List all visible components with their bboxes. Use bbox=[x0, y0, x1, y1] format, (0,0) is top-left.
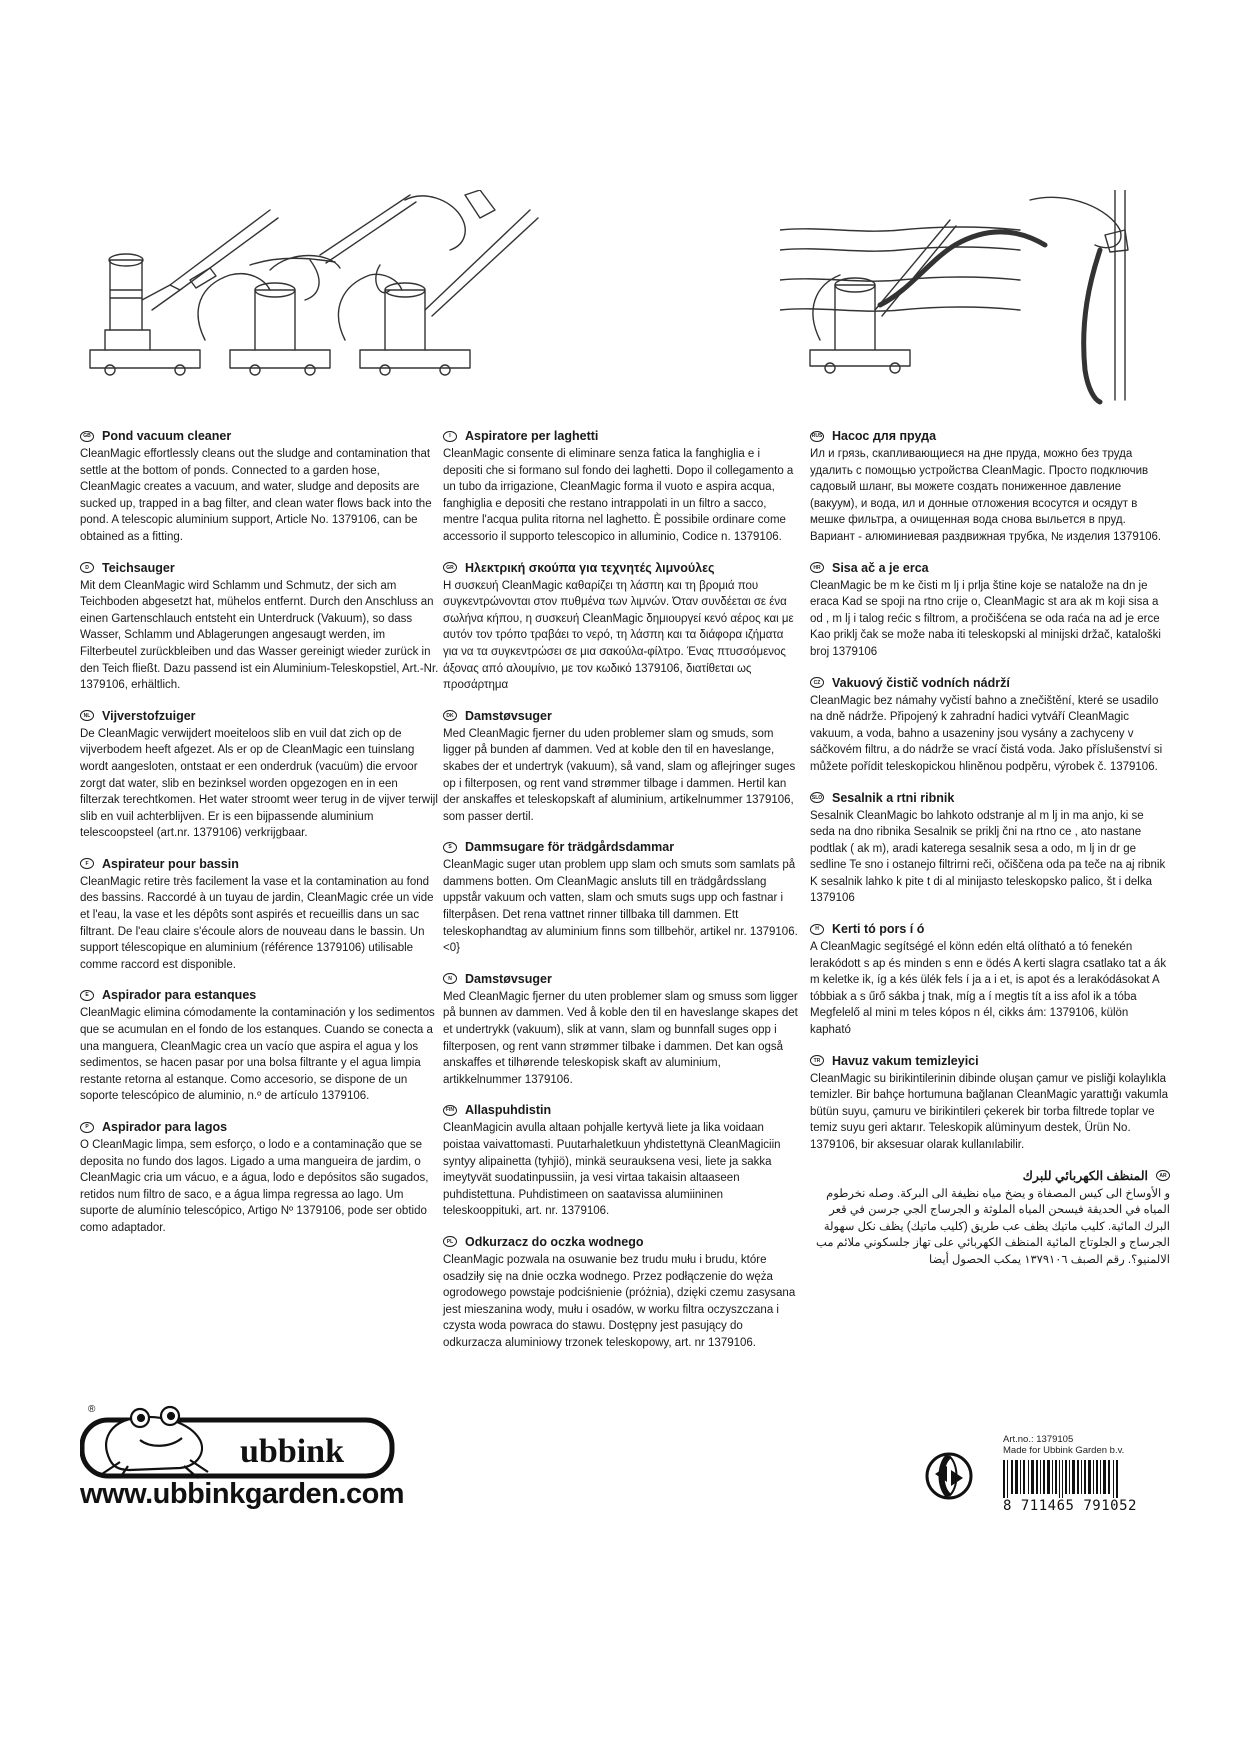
website-link[interactable]: www.ubbinkgarden.com bbox=[80, 1478, 405, 1510]
section-title: Aspirador para lagos bbox=[102, 1120, 228, 1134]
section-title: Havuz vakum temizleyici bbox=[832, 1053, 979, 1068]
country-code-badge: D bbox=[80, 562, 94, 573]
section-body: CleanMagic suger utan problem upp slam och smuts som samlats på dammens botten. Om CleanMagic ansluts till en trädgårdsslang uppstår vakuum och vatten, slam och smuts sugs upp och fastnar i filterpåsen. Det rena vattnet rinner tillbaka till dammen. Ett teleskophandtag av aluminium finns som tillbehör, artikel nr. 1379106.<0} bbox=[443, 859, 798, 955]
section-body: CleanMagic bez námahy vyčistí bahno a znečištění, které se usadilo na dně nádrže. Připojený k zahradní hadici vytváří CleanMagic vakuum, a voda, bahno a usazeniny jsou vysány a zachyceny v sáčkovém filtru, a do nádrže se vrací čistá voda. Jako příslušenství si můžete pořídit teleskopickou hliněnou podpěru, výrobek č. 1379106. bbox=[810, 694, 1163, 773]
country-code-badge: I bbox=[443, 431, 457, 442]
section-ar bbox=[810, 1168, 1170, 1269]
section-gb bbox=[80, 428, 440, 546]
usage-illustration-left bbox=[80, 190, 550, 405]
article-info bbox=[1003, 1434, 1124, 1456]
section-title: Vakuový čistič vodních nádrží bbox=[832, 675, 1010, 690]
country-code-badge: N bbox=[443, 973, 457, 984]
section-title: Kerti tó pors í ó bbox=[832, 922, 925, 937]
section-pl bbox=[443, 1234, 800, 1352]
section-title: Sesalnik a rtni ribnik bbox=[832, 790, 955, 805]
section-d bbox=[80, 560, 440, 694]
country-code-badge: SLO bbox=[810, 792, 824, 803]
section-title: Damstøvsuger bbox=[465, 971, 552, 986]
section-body: و الأوساخ الى كيس المصفاة و يضخ مياه نظيفة الى البركة. وصله نخرطوم المياه في الحديقة فيسحن المياه الملوثة و الجرساج الجي جرسن في قعر البرك المائية. كليب ماتيك يظف عب طريق (كليب ماتيك) يظف نكل سهولة الجرساج و الجلوتاج المائية المنظف الكهربائي على تهاز جلسكوني ملائم مب الالمنيو؟. رقم الصبف ١٣٧٩١٠٦ يمكب الحصول أيضا bbox=[816, 1187, 1170, 1266]
section-e bbox=[80, 987, 440, 1105]
section-body: Η συσκευή CleanMagic καθαρίζει τη λάσπη και τη βρομιά που συγκεντρώνονται στον πυθμένα των λιμνών. Όταν συνδέεται σε ένα σωλήνα κήπου, η συσκευή CleanMagic δημιουργεί κενό αέρος και με αυτόν τον τρόπο τραβάει το νερό, τη λάσπη και τα διάφορα ιζήματα για να τα συγκεντρώσει σε μια σακούλα-φίλτρο. Ένας πτυσσόμενος άξονας από αλουμίνιο, με τον κωδικό 1379106, διατίθεται ως προσάρτημα bbox=[443, 579, 794, 692]
section-body: CleanMagic consente di eliminare senza fatica la fanghiglia e i depositi che si formano sul fondo dei laghetti. Dopo il collegamento a un tubo da irrigazione, CleanMagic forma il vuoto e aspira acqua, fanghiglia e depositi che restano intrappolati in un filtro a sacco, mentre l'acqua pulita ritorna nel laghetto. È possibile ordinare come accessorio il supporto telescopico in alluminio, Codice n. 1379106. bbox=[443, 448, 794, 543]
section-s bbox=[443, 839, 800, 957]
country-code-badge: P bbox=[80, 1122, 94, 1133]
article-number: Art.no.: 1379105 bbox=[1003, 1434, 1074, 1445]
section-title: Vijverstofzuiger bbox=[102, 708, 196, 723]
section-title: Teichsauger bbox=[102, 560, 175, 575]
country-code-badge: PL bbox=[443, 1236, 457, 1247]
country-code-badge: RUS bbox=[810, 431, 824, 442]
usage-illustration-right bbox=[780, 190, 1180, 405]
section-rus bbox=[810, 428, 1170, 546]
section-tr bbox=[810, 1053, 1170, 1154]
section-body: CleanMagic elimina cómodamente la contaminación y los sedimentos que se acumulan en el fondo de los estanques. Cuando se conecta a una manguera, CleanMagic crea un vacío que aspira el agua y los sedimentos, se hacen pasar por una bolsa filtrante y el agua limpia restante retorna al estanque. Como accesorio, se dispone de un soporte telescópico de aluminio, n.º de artículo 1379106. bbox=[80, 1007, 435, 1103]
section-nl bbox=[80, 708, 440, 842]
country-code-badge: HR bbox=[810, 562, 824, 573]
registered-mark: ® bbox=[88, 1404, 96, 1415]
country-code-badge: CZ bbox=[810, 677, 824, 688]
section-p bbox=[80, 1119, 440, 1237]
section-body: CleanMagic su birikintilerinin dibinde oluşan çamur ve pisliği kolaylıkla temizler. Bir bahçe hortumuna bağlanan CleanMagic yarattığı vakumla bütün suyu, çamuru ve birikintileri çekerek bir torba filtrede toplar ve temiz suyu geri aktarır. Teleskopik alüminyum destek, Ürün No. 1379106, bir aksesuar olarak kullanılabilir. bbox=[810, 1072, 1168, 1151]
section-title: Odkurzacz do oczka wodnego bbox=[465, 1234, 644, 1249]
section-title: Aspiratore per laghetti bbox=[465, 429, 599, 443]
section-slo bbox=[810, 790, 1170, 908]
barcode-graphic bbox=[1003, 1460, 1123, 1498]
country-code-badge: GR bbox=[443, 562, 457, 573]
column-left bbox=[80, 428, 440, 1251]
section-body: CleanMagic pozwala na osuwanie bez trudu mułu i brudu, które osadziły się na dnie oczka wodnego. Przez podłączenie do węża ogrodowego powstaje podciśnienie (próżnia), dzięki czemu zasysana jest mieszanina wody, mułu i osadów, w worku filtra oczyszczana i czysta woda powraca do stawu. Dostępny jest pasujący do odkurzacza aluminiowy trzonek teleskopowy, art. nr 1379106. bbox=[443, 1253, 796, 1349]
country-code-badge: E bbox=[80, 990, 94, 1001]
section-i bbox=[443, 428, 800, 546]
section-body: Med CleanMagic fjerner du uten problemer slam og smuss som ligger på bunnen av dammen. Ved å koble den til en haveslange skapes det et undertrykk (vakuum), slik at vann, slam og bunnfall suges opp i filterposen, og rent vann strømmer tilbake i dammen. Det kan også anskaffes et tilhørende teleskopisk skaft av aluminium, artikkelnummer 1379106. bbox=[443, 990, 798, 1086]
section-body: A CleanMagic segítségé el könn edén eltá olítható a tó fenekén lerakódott s ap és minden s enn e ödés A kerti slagra csatlako tat a ák m keletke ik, íg a kés ülék fels í ja a i et, is apot és a lerakódásokat A tóbbiak a s űrő sákba j tnak, míg a í megtis tít a iss afol ik a tóba Megfelelő al mini m teles kópos n él, cikks ám: 1379106, külön kapható bbox=[810, 941, 1167, 1037]
brand-name: ubbink bbox=[240, 1433, 344, 1470]
country-code-badge: H bbox=[810, 924, 824, 935]
section-title: المنظف الكهربائي للبرك bbox=[1022, 1168, 1148, 1183]
section-fin bbox=[443, 1102, 800, 1220]
country-code-badge: FIN bbox=[443, 1105, 457, 1116]
ubbink-logo bbox=[80, 1400, 410, 1480]
barcode-number: 8 711465 791052 bbox=[1003, 1498, 1137, 1514]
section-body: Mit dem CleanMagic wird Schlamm und Schmutz, der sich am Teichboden abgesetzt hat, mühelos entfernt. Durch den Anschluss an einen Gartenschlauch entsteht ein Unterdruck (Vakuum), so dass Wasser, Schlamm und Ablagerungen angesaugt werden, im Filterbeutel zurückbleiben und das Wasser gereinigt wieder zurück in den Teich fließt. Dazu passend ist ein Aluminium-Teleskopstiel, Art.-Nr. 1379106, erhältlich. bbox=[80, 579, 439, 692]
section-title: Aspirateur pour bassin bbox=[102, 856, 239, 871]
section-h bbox=[810, 921, 1170, 1039]
section-title: Sisa ač a je erca bbox=[832, 560, 929, 575]
section-title: Allaspuhdistin bbox=[465, 1103, 552, 1118]
section-title: Damstøvsuger bbox=[465, 708, 552, 723]
section-body: CleanMagic be m ke čisti m lj i prlja štine koje se nataložе na dn je eraca Kad se spoji na rtno crije o, CleanMagic st ara ak m koji sisa a od , m lj i talog rećic s filtrom, a pročišćena se oda raća na ad je erce Kao priklj čak se može naba iti teleskopski al minijski držač, kataloški broj 1379106 bbox=[810, 579, 1161, 658]
section-gr bbox=[443, 560, 800, 694]
section-title: Насос для пруда bbox=[832, 429, 937, 443]
country-code-badge: AR bbox=[1156, 1170, 1170, 1181]
country-code-badge: S bbox=[443, 842, 457, 853]
section-f bbox=[80, 856, 440, 974]
made-for: Made for Ubbink Garden b.v. bbox=[1003, 1445, 1125, 1456]
section-cz bbox=[810, 675, 1170, 776]
section-body: Med CleanMagic fjerner du uden problemer slam og smuds, som ligger på bunden af dammen. Ved at koble den til en haveslange, skabes der et undertryk (vakuum), så vand, slam og aflejringer suges op i filterposen, og rent vand strømmer tilbage i dammen. Hertil kan der anskaffes et teleskopskaft af aluminium, artikelnummer 1379106, som passer dertil. bbox=[443, 727, 796, 823]
country-code-badge: F bbox=[80, 858, 94, 869]
section-title: Dammsugare för trädgårdsdammar bbox=[465, 840, 675, 855]
section-body: De CleanMagic verwijdert moeiteloos slib en vuil dat zich op de vijverbodem heeft afgezet. Als er op de CleanMagic een tuinslang wordt aangesloten, ontstaat er een onderdruk (vacuüm) die ervoor zorgt dat water, slib en bezinksel worden opgezogen en in een filterzak terechtkomen. Het water stroomt weer terug in de vijver terwijl slib en vuil achterblijven. Er is een bijpassende aluminium telescoopsteel (art.nr. 1379106) verkrijgbaar. bbox=[80, 727, 438, 840]
section-body: CleanMagic effortlessly cleans out the sludge and contamination that settle at the bottom of ponds. Connected to a garden hose, CleanMagic creates a vacuum, and water, sludge and deposits are sucked up, trapped in a bag filter, and clean water flows back into the pond. A telescopic aluminium support, Article No. 1379106, can be obtained as a fitting. bbox=[80, 448, 432, 543]
country-code-badge: NL bbox=[80, 710, 94, 721]
section-body: CleanMagic retire très facilement la vase et la contamination au fond des bassins. Raccordé à un tuyau de jardin, CleanMagic crée un vide et l'eau, la vase et les dépôts sont aspirés et recueillis dans un sac filtrant. De l'eau claire s'écoule alors de nouveau dans le bassin. Un support télescopique en aluminium (référence 1379106) utilisable comme raccord est disponible. bbox=[80, 875, 434, 971]
green-dot-recycle-icon bbox=[925, 1452, 973, 1500]
section-n bbox=[443, 971, 800, 1089]
section-body: CleanMagicin avulla altaan pohjalle kertyvä liete ja lika voidaan poistaa vaivattomasti. Puutarhaletkuun yhdistettynä CleanMagiciin syntyy alipainetta (tyhjiö), minkä seurauksena vesi, liete ja sakka imeytyvät suodatinpussiin, ja vesi virtaa takaisin altaaseen puhdistettuna. Puhdistimeen on saatavissa alumiininen teleskooppituki, art. nr. 1379106. bbox=[443, 1122, 781, 1218]
country-code-badge: TR bbox=[810, 1055, 824, 1066]
column-right bbox=[810, 428, 1170, 1283]
section-title: Ηλεκτρική σκούπα για τεχνητές λιμνούλες bbox=[465, 560, 715, 575]
column-middle bbox=[443, 428, 800, 1366]
section-body: O CleanMagic limpa, sem esforço, o lodo e a contaminação que se deposita no fundo dos lagos. Ligado a uma mangueira de jardim, o CleanMagic cria um vácuo, e a água, lodo e depósitos são sugados, retidos num filtro de saco, e a água limpa regressa ao lago. Um suporte de alumínio telescópico, Artigo Nº 1379106, pode ser obtido como adaptador. bbox=[80, 1139, 429, 1234]
section-title: Aspirador para estanques bbox=[102, 988, 257, 1003]
country-code-badge: GB bbox=[80, 431, 94, 442]
section-body: Ил и грязь, скапливающиеся на дне пруда, можно без труда удалить с помощью устройства CleanMagic. Просто подключив садовый шланг, вы можете создать пониженное давление (вакуум), и вода, ил и донные отложения всосутся и осядут в мешке фильтра, а очищенная вода снова выльется в пруд. Вариант - алюминиевая раздвижная трубка, № изделия 1379106. bbox=[810, 448, 1162, 543]
section-hr bbox=[810, 560, 1170, 661]
section-body: Sesalnik CleanMagic bo lahkoto odstranje al m lj in ma anjo, ki se seda na dno ribnika Sesalnik se priklj čni na rtno ce , ato nastane podtlak ( ak m), aradi katerega sesalnik sesa a odo, m lj in dr ge sedline Te sno i ostanejo filtrirni reči, očiščena oda pa teče na aj ribnik K sesalnik lahko k pite t di al minijasto teleskopsko palico, št i delka 1379106 bbox=[810, 809, 1166, 905]
country-code-badge: DK bbox=[443, 710, 457, 721]
section-dk bbox=[443, 708, 800, 826]
section-title: Pond vacuum cleaner bbox=[102, 429, 232, 443]
